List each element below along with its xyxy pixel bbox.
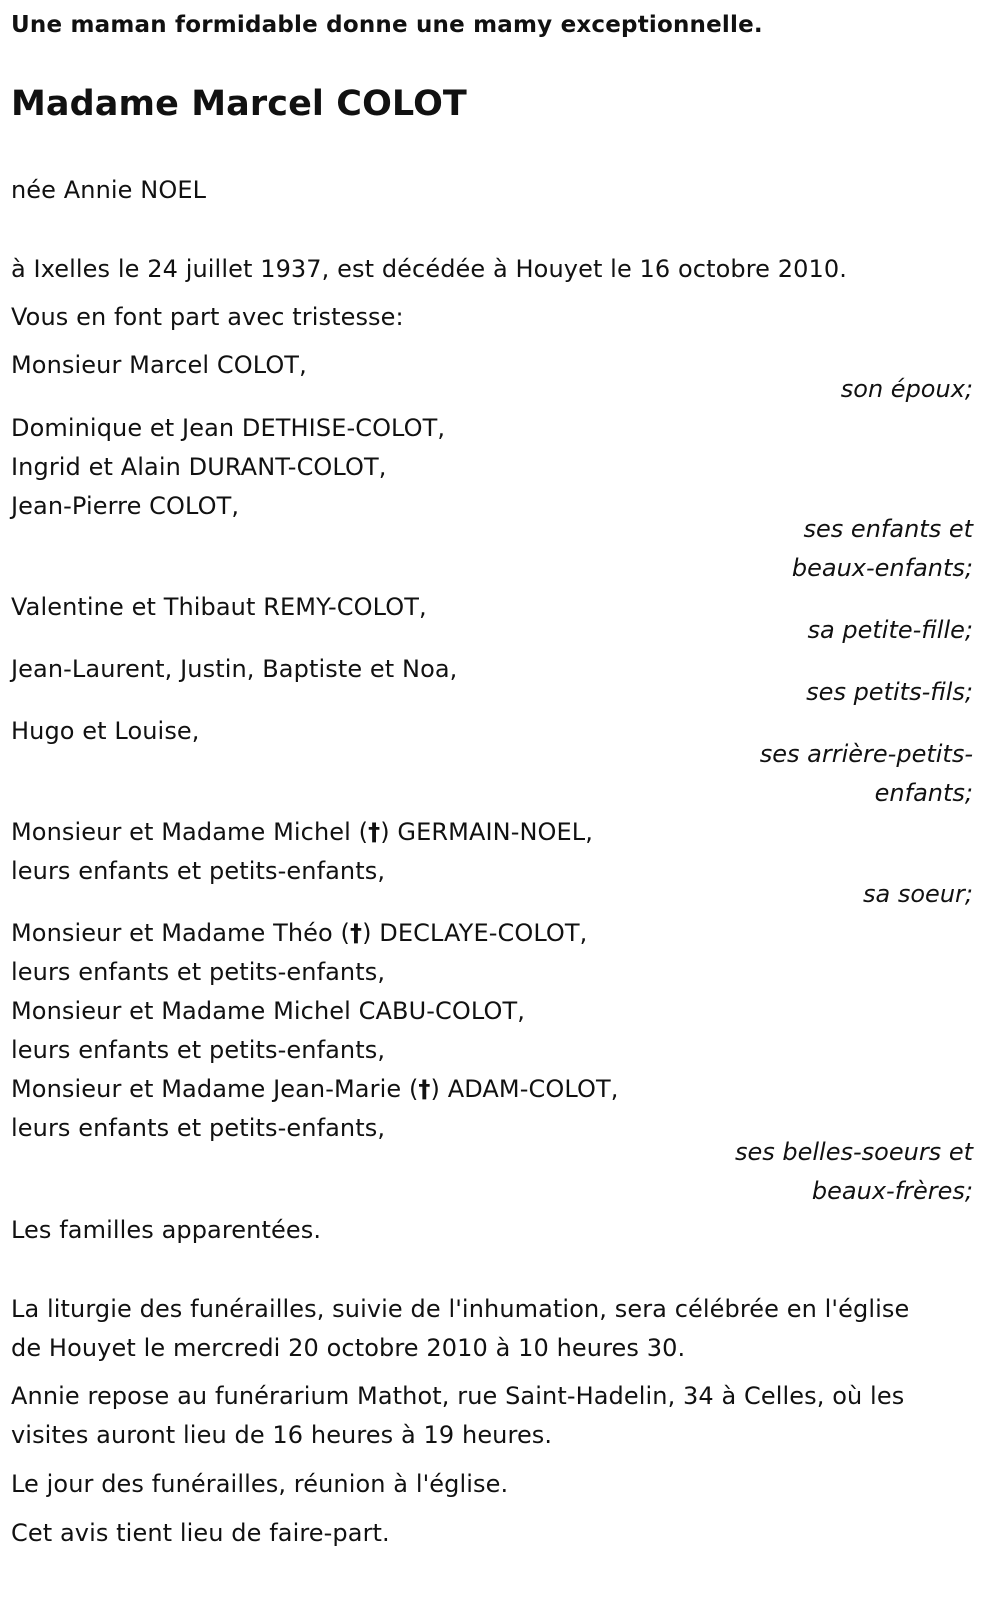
sister-relation: sa soeur;: [863, 880, 973, 908]
deceased-name: Madame Marcel COLOT: [11, 84, 467, 124]
granddaughter-name: Valentine et Thibaut REMY-COLOT,: [11, 593, 427, 621]
cross-icon: †: [350, 919, 363, 947]
child-line: Dominique et Jean DETHISE-COLOT,: [11, 414, 446, 442]
visits-line: visites auront lieu de 16 heures à 19 heures.: [11, 1421, 553, 1449]
great-grandchildren-names: Hugo et Louise,: [11, 717, 200, 745]
in-law-text: ) DECLAYE-COLOT,: [362, 919, 588, 947]
sister-text: Monsieur et Madame Michel (: [11, 818, 369, 846]
in-law-text: Monsieur et Madame Théo (: [11, 919, 350, 947]
in-law-line: leurs enfants et petits-enfants,: [11, 1114, 386, 1142]
visits-line: Annie repose au funérarium Mathot, rue Saint-Hadelin, 34 à Celles, où les: [11, 1382, 905, 1410]
granddaughter-relation: sa petite-fille;: [807, 616, 973, 644]
grandsons-relation: ses petits-fils;: [806, 678, 973, 706]
in-law-line: Monsieur et Madame Michel CABU-COLOT,: [11, 997, 525, 1025]
in-law-text: Monsieur et Madame Jean-Marie (: [11, 1075, 419, 1103]
cross-icon: †: [418, 1075, 431, 1103]
in-laws-relation: beaux-frères;: [811, 1177, 973, 1205]
child-line: Ingrid et Alain DURANT-COLOT,: [11, 453, 387, 481]
birth-death-line: à Ixelles le 24 juillet 1937, est décédée à Houyet le 16 octobre 2010.: [11, 255, 847, 283]
spouse-name: Monsieur Marcel COLOT,: [11, 351, 307, 379]
liturgy-line: La liturgie des funérailles, suivie de l'inhumation, sera célébrée en l'église: [11, 1295, 910, 1323]
children-relation: beaux-enfants;: [791, 554, 973, 582]
motto: Une maman formidable donne une mamy exceptionnelle.: [11, 12, 763, 38]
notice-line: Cet avis tient lieu de faire-part.: [11, 1519, 390, 1547]
great-grandchildren-relation: ses arrière-petits-: [759, 740, 973, 768]
maiden-name: née Annie NOEL: [11, 176, 207, 204]
children-relation: ses enfants et: [803, 515, 973, 543]
meeting-line: Le jour des funérailles, réunion à l'église.: [11, 1470, 509, 1498]
great-grandchildren-relation: enfants;: [874, 779, 973, 807]
in-law-line: leurs enfants et petits-enfants,: [11, 1036, 386, 1064]
child-line: Jean-Pierre COLOT,: [11, 492, 240, 520]
announcement-line: Vous en font part avec tristesse:: [11, 303, 404, 331]
cross-icon: †: [368, 818, 381, 846]
liturgy-line: de Houyet le mercredi 20 octobre 2010 à 10 heures 30.: [11, 1334, 686, 1362]
in-law-line: [11, 1074, 618, 1104]
related-families: Les familles apparentées.: [11, 1216, 322, 1244]
in-laws-relation: ses belles-soeurs et: [734, 1138, 973, 1166]
spouse-relation: son époux;: [840, 375, 973, 403]
in-law-text: ) ADAM-COLOT,: [430, 1075, 619, 1103]
sister-line: [11, 817, 593, 847]
sister-text: ) GERMAIN-NOEL,: [380, 818, 593, 846]
in-law-line: leurs enfants et petits-enfants,: [11, 958, 386, 986]
sister-family-line: leurs enfants et petits-enfants,: [11, 857, 386, 885]
in-law-line: [11, 918, 587, 948]
grandsons-names: Jean-Laurent, Justin, Baptiste et Noa,: [11, 655, 458, 683]
